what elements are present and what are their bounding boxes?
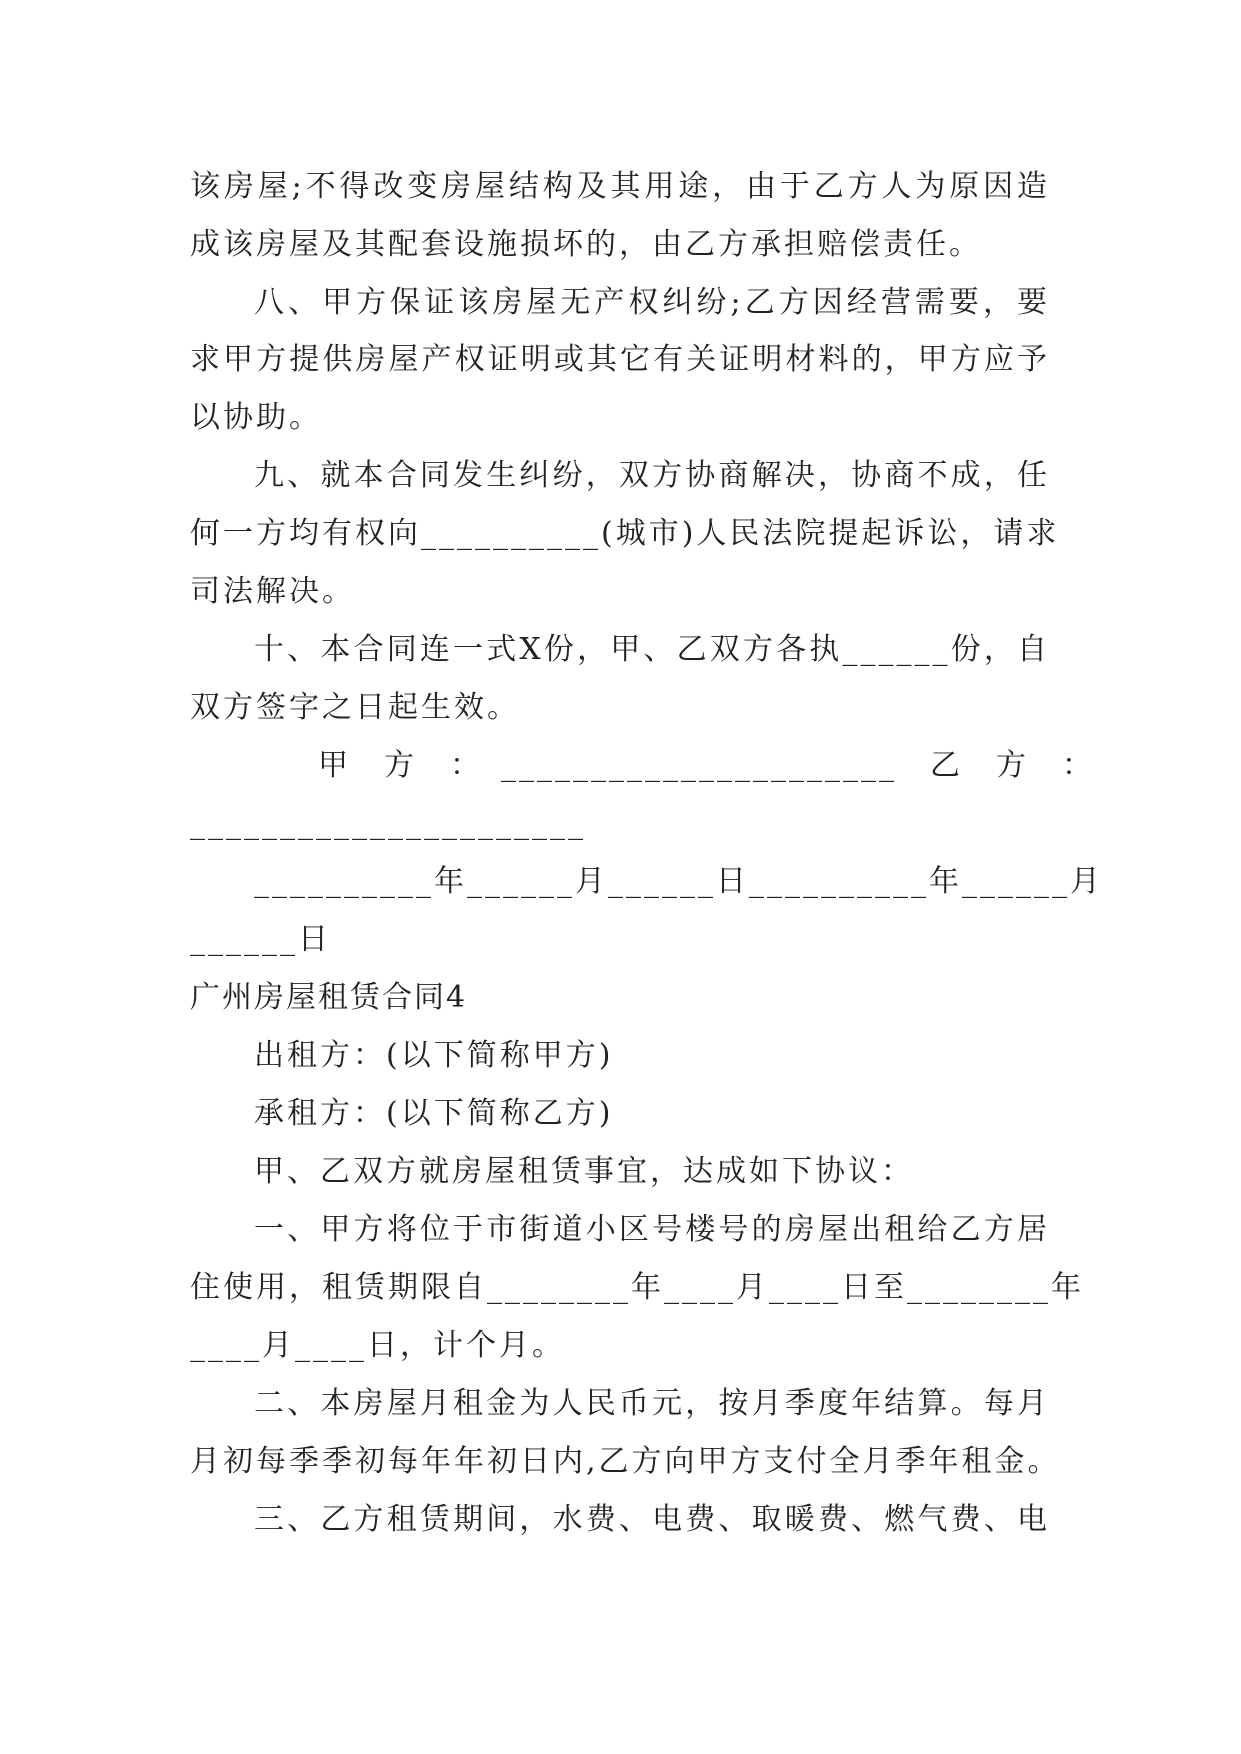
section-title: 广州房屋租赁合同4 <box>190 980 468 1015</box>
text-line: 司法解决。 <box>190 574 355 609</box>
text-line: 住使用，租赁期限自________年____月____日至________年 <box>190 1270 1084 1305</box>
text-line: 以协助。 <box>190 400 322 435</box>
text-line: 月初每季季初每年年初日内,乙方向甲方支付全月季年租金。 <box>190 1444 1061 1479</box>
date-line-continued: ______日 <box>190 922 331 957</box>
text-line: 求甲方提供房屋产权证明或其它有关证明材料的，甲方应予 <box>190 342 1050 377</box>
text-line: 甲、乙双方就房屋租赁事宜，达成如下协议： <box>254 1154 914 1189</box>
text-line: 成该房屋及其配套设施损坏的，由乙方承担赔偿责任。 <box>190 227 982 262</box>
text-line: 该房屋;不得改变房屋结构及其用途，由于乙方人为原因造 <box>190 169 1050 204</box>
signature-line-party-a-b: 甲 方 ： ______________________ 乙 方 ： <box>318 748 1095 783</box>
text-line: 双方签字之日起生效。 <box>190 690 520 725</box>
date-line: __________年______月______日__________年______月 <box>254 864 1103 899</box>
text-line: ____月____日，计个月。 <box>190 1328 565 1363</box>
text-line: 承租方：(以下简称乙方) <box>254 1096 614 1131</box>
text-line: 八、甲方保证该房屋无产权纠纷;乙方因经营需要，要 <box>254 285 1050 320</box>
signature-line-continued: ______________________ <box>190 806 586 841</box>
text-line: 一、甲方将位于市街道小区号楼号的房屋出租给乙方居 <box>254 1212 1050 1247</box>
text-line: 三、乙方租赁期间，水费、电费、取暖费、燃气费、电 <box>254 1502 1050 1537</box>
text-line: 何一方均有权向__________(城市)人民法院提起诉讼，请求 <box>190 516 1060 551</box>
text-line: 二、本房屋月租金为人民币元，按月季度年结算。每月 <box>254 1386 1050 1421</box>
text-line: 九、就本合同发生纠纷，双方协商解决，协商不成，任 <box>254 458 1050 493</box>
text-line: 十、本合同连一式X份，甲、乙双方各执______份，自 <box>254 632 1050 667</box>
text-line: 出租方：(以下简称甲方) <box>254 1038 614 1073</box>
